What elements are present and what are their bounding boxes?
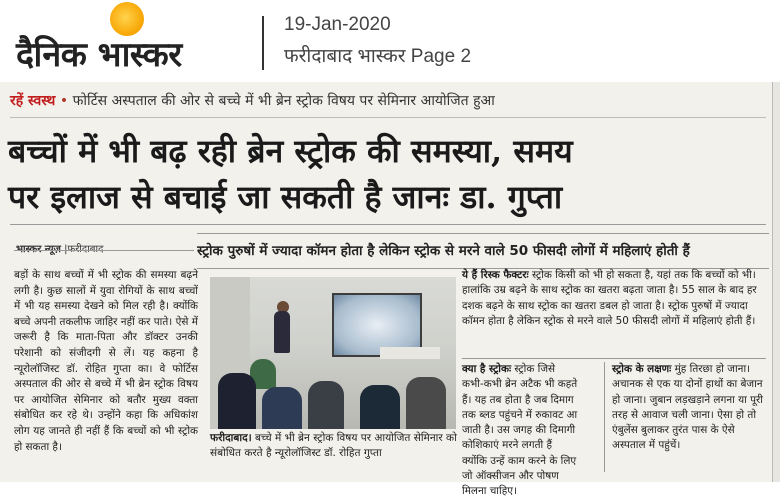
- article-kicker: [10, 91, 495, 110]
- audience-member: [406, 377, 446, 429]
- byline-rule: [14, 250, 194, 251]
- caption-text: बच्चे में भी ब्रेन स्ट्रोक विषय पर आयोजित सेमिनार को संबोधित करते है न्यूरोलॉजिस्ट डॉ. रोहित गुप्ता: [210, 432, 457, 459]
- adjacent-column-edge: [772, 82, 780, 482]
- audience-member: [218, 373, 256, 429]
- presentation-table: [380, 347, 440, 359]
- masthead-divider: [262, 16, 264, 70]
- photo-caption: [210, 431, 458, 461]
- caption-place: फरीदाबाद।: [210, 432, 252, 444]
- headline-line-2: पर इलाज से बचाई जा सकती है जानः डा. गुप्ता: [8, 178, 563, 216]
- what-text: स्ट्रोक जिसे कभी-कभी ब्रेन अटैक भी कहते हैं। यह तब होता है जब दिमाग तक ब्लड पहुंचने में रुकावट आ जाती है। उस जगह की दिमागी कोशिकाएं मरने लगती हैं क्योंकि उन्हें काम करने के लिए जो ऑक्सीजन और पोषण मिलना चाहिए।: [462, 363, 578, 498]
- speaker-figure: [274, 311, 290, 353]
- audience-member: [262, 387, 302, 429]
- edition-date: 19-Jan-2020: [284, 14, 391, 35]
- masthead: [0, 0, 780, 82]
- signs-label: स्ट्रोक के लक्षणः: [612, 363, 672, 375]
- subheadline: स्ट्रोक पुरुषों में ज्यादा कॉमन होता है लेकिन स्ट्रोक से मरने वाले 50 फीसदी लोगों में महिलाएं होती हैं: [197, 233, 769, 269]
- kicker-text: फोर्टिस अस्पताल की ओर से बच्चे में भी ब्रेन स्ट्रोक विषय पर सेमिनार आयोजित हुआ: [72, 93, 495, 109]
- risk-label: ये हैं रिस्क फैक्टरः: [462, 269, 529, 281]
- audience-member: [360, 385, 400, 429]
- brand-logo: दैनिक भास्कर: [16, 35, 182, 75]
- stroke-signs-column: [612, 362, 766, 454]
- signs-text: मुंह तिरछा हो जाना। अचानक से एक या दोनों हाथों का बेजान हो जाना। जुबान लड़खड़ाने लगना या पूरी तरह से आवाज चली जाना। ऐसा हो तो एंबुलेंस बुलाकर तुरंत पास के ऐसे अस्पताल में पहुंचें।: [612, 363, 763, 452]
- edition-page: फरीदाबाद भास्कर Page 2: [284, 46, 472, 67]
- article-headline: [8, 128, 770, 220]
- risk-text: स्ट्रोक किसी को भी हो सकता है, यहां तक कि बच्चों को भी। हालांकि उम्र बढ़ने के साथ स्ट्रोक का खतरा बढ़ता जाता है। 55 साल के बाद हर दशक बढ़ने के साथ स्ट्रोक का खतरा डबल हो जाता है। स्ट्रोक पुरुषों में ज्यादा कॉमन होता है लेकिन स्ट्रोक से मरने वाले 50 फीसदी लोगों में महिलाएं होती हैं।: [462, 269, 757, 328]
- headline-rule: [10, 224, 766, 225]
- kicker-rule: [10, 117, 766, 118]
- seminar-photo: [210, 277, 456, 429]
- section-rule: [462, 358, 766, 359]
- byline: [16, 241, 103, 255]
- what-label: क्या है स्ट्रोकः: [462, 363, 512, 375]
- article-body-column-1: बड़ों के साथ बच्चों में भी स्ट्रोक की समस्या बढ़ने लगी है। कुछ सालों में युवा रोगियों के साथ बच्चों में भी यह समस्या देखने को मिल रही है। क्योंकि बच्चे अपनी तकलीफ जाहिर नहीं कर पाते। ऐसे में जरूरी है कि माता-पिता और डॉक्टर उनकी परेशानी को संजीदगी से लें। यह कहना है न्यूरोलॉजिस्ट डॉ. रोहित गुप्ता का। वे फोर्टिस अस्पताल की ओर से बच्चे में भी ब्रेन स्ट्रोक विषय पर आयोजित सेमिनार को बतौर मुख्य वक्ता संबोधित कर रहे थे। उन्होंने कहा कि अधिकांश लोग यह जानते ही नहीं हैं कि बच्चों को भी स्ट्रोक हो सकता है।: [14, 269, 198, 453]
- audience-member: [308, 381, 344, 429]
- headline-line-1: बच्चों में भी बढ़ रही ब्रेन स्ट्रोक की समस्या, समय: [8, 132, 573, 170]
- column-rule: [604, 362, 605, 472]
- what-is-stroke-column: [462, 362, 578, 500]
- kicker-label: रहें स्वस्थ: [10, 93, 56, 109]
- risk-factors-box: [462, 268, 766, 330]
- kicker-bullet: •: [59, 93, 69, 109]
